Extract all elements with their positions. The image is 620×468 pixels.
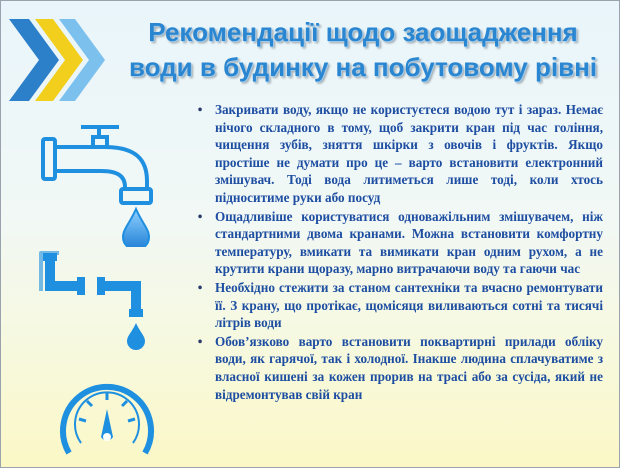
list-item [193,333,603,403]
title-line-1: Рекомендації щодо заощадження [148,17,578,47]
list-item-text: Обов’язково варто встановити поквартирні прилади обліку води, як гарячої, так і холодної. Інакше людина сплачуватиме з власної кишені за кожен прорив на трасі або за сусіда, який не відремонтував свій кран [215,333,603,402]
page-title [113,15,613,85]
list-item [193,101,603,207]
bullet-icon: • [197,102,203,117]
bullet-icon: • [197,208,203,224]
bullet-icon: • [197,333,203,349]
water-drop-icon [123,209,149,247]
pipes-icon [37,251,157,351]
list-item-text: Ощадливіше користуватися одноважільним змішувачем, ніж стандартними двома кранами. Можна встановити комфортну температуру, вмикати та вимикати кран одним рухом, а не крутити крани щоразу, марно витрачаючи воду та гаючи час [215,208,603,277]
title-line-2: води в будинку на побутовому рівні [128,52,598,82]
list-item-text: Необхідно стежити за станом сантехніки та вчасно ремонтувати її. З крану, що протікає, щомісяця виливаються сотні та тисячі літрів води [215,279,603,331]
faucet-icon [35,119,165,247]
water-meter-icon [57,373,157,463]
list-item [193,208,603,278]
recommendation-list [193,101,603,404]
list-item [193,279,603,332]
list-item-text: Закривати воду, якщо не користуєтеся водою тут і зараз. Немає нічого складного в тому, щоб закрити кран під час гоління, чищення зубів, зняття шкірки з овочів і фруктів. Якщо простіше не думати про це – варто встановити електронний змішувач. Тоді вода литиметься лише тоді, коли хтось підноситиме руки або посуд [215,102,603,205]
bullet-icon: • [197,279,203,295]
chevron-logo-icon [7,15,111,105]
